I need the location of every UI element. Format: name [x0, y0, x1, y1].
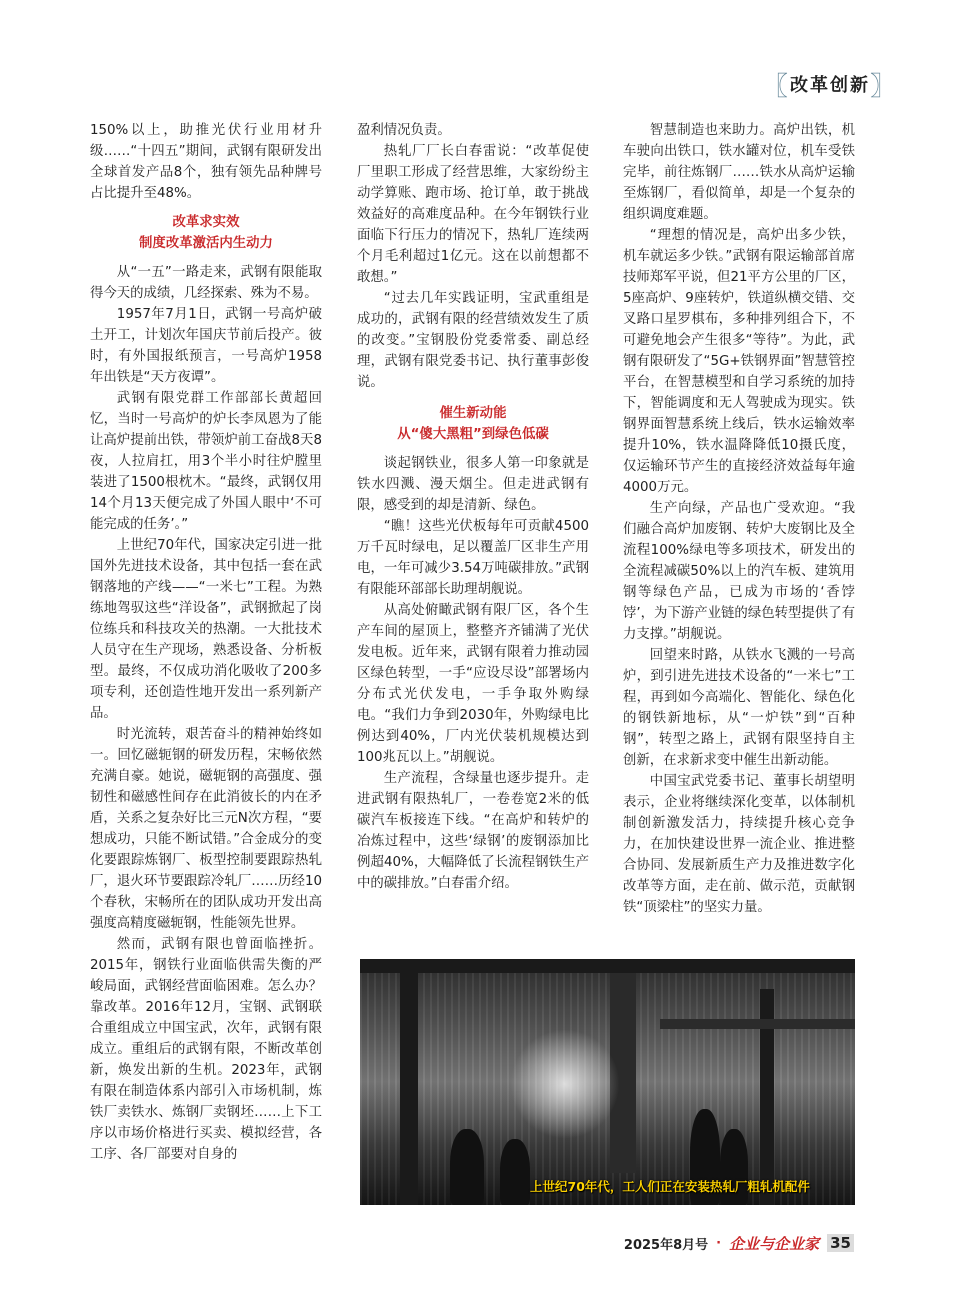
paragraph: 回望来时路，从铁水飞溅的一号高炉，到引进先进技术设备的“一米七”工程，再到如今高端化、智能化、绿色化的钢铁新地标，从“一炉铁”到“百种钢”，转型之路上，武钢有限坚持自主创新，在求新求变中催生出新动能。 [623, 648, 855, 768]
paragraph: 盈利情况负责。 [357, 123, 451, 138]
subheading-line-1: 催生新动能 [439, 406, 507, 421]
paragraph: “过去几年实践证明，宝武重组是成功的，武钢有限的经营绩效发生了质的改变。”宝钢股份党委常委、副总经理，武钢有限党委书记、执行董事彭俊说。 [357, 291, 589, 390]
paragraph: 热轧厂厂长白春雷说：“改革促使厂里职工形成了经营思维，大家纷纷主动学算账、跑市场、抢订单，敢于挑战效益好的高难度品种。在今年钢铁行业面临下行压力的情况下，热轧厂连续两个月毛利超过1亿元。这在以前想都不敢想。” [357, 144, 589, 285]
subheading-line-1: 改革求实效 [172, 215, 240, 230]
subheading-line-2: 制度改革激活内生动力 [139, 236, 273, 251]
section-tag-label: 改革创新 [790, 75, 871, 96]
paragraph: 时光流转，艰苦奋斗的精神始终如一。回忆磁轭钢的研发历程，宋畅依然充满自豪。她说，磁轭钢的高强度、强韧性和磁感性间存在此消彼长的内在矛盾，关系之复杂好比三元N次方程，“要想成功，只能不断试错。”合金成分的变化要跟踪炼钢厂、板型控制要跟踪热轧厂，退火环节要跟踪冷轧厂……历经10个春秋，宋畅所在的团队成功开发出高强度高精度磁轭钢，性能领先世界。 [90, 727, 322, 931]
page-number: 35 [827, 1234, 854, 1252]
paragraph: “理想的情况是，高炉出多少铁，机车就运多少铁。”武钢有限运输部首席技师郑军平说，但21平方公里的厂区，5座高炉、9座转炉，铁道纵横交错、交叉路口星罗棋布，多种排列组合下，不可避免地会产生很多“等待”。为此，武钢有限研发了“5G+铁钢界面”智慧管控平台，在智慧模型和自学习系统的加持下，智能调度和无人驾驶成为现实。铁钢界面智慧系统上线后，铁水运输效率提升10%，铁水温降降低10摄氏度，仅运输环节产生的直接经济效益每年逾4000万元。 [623, 228, 855, 495]
paragraph: 谈起钢铁业，很多人第一印象就是铁水四溅、漫天烟尘。但走进武钢有限，感受到的却是清新、绿色。 [357, 456, 589, 513]
photo-beam [360, 959, 855, 973]
left-bracket-icon: 〖 [762, 71, 791, 102]
paragraph: 生产流程，含绿量也逐步提升。走进武钢有限热轧厂，一卷卷宽2米的低碳汽车板接连下线。“在高炉和转炉的冶炼过程中，这些‘绿钢’的废钢添加比例超40%，大幅降低了长流程钢铁生产中的碳排放。”白春雷介绍。 [357, 771, 589, 891]
photo-beam [660, 1019, 855, 1029]
photo-worker [450, 1129, 484, 1205]
separator-dot: · [716, 1235, 722, 1251]
article-column-2 [357, 120, 589, 894]
paragraph: 从“一五”一路走来，武钢有限能取得今天的成绩，几经探索、殊为不易。 [90, 265, 322, 301]
magazine-name: 企业与企业家 [729, 1234, 820, 1253]
subheading-line-2: 从“傻大黑粗”到绿色低碳 [397, 427, 549, 442]
paragraph: 150%以上，助推光伏行业用材升级……“十四五”期间，武钢有限研发出全球首发产品8个，独有领先品种牌号占比提升至48%。 [90, 123, 322, 201]
historical-factory-photo [360, 959, 855, 1205]
photo-worker [500, 1139, 530, 1205]
photo-caption: 上世纪70年代，工人们正在安装热轧厂粗轧机配件 [530, 1179, 810, 1194]
section-subheading [90, 212, 322, 254]
article-column-3 [623, 120, 855, 918]
page-footer [624, 1232, 854, 1254]
paragraph: 1957年7月1日，武钢一号高炉破土开工，计划次年国庆节前后投产。彼时，有外国报纸预言，一号高炉1958年出铁是“天方夜谭”。 [90, 307, 322, 385]
right-bracket-icon: 〗 [870, 71, 899, 102]
photo-column [400, 973, 418, 1205]
issue-date: 2025年8月号 [623, 1237, 709, 1253]
paragraph: 中国宝武党委书记、董事长胡望明表示，企业将继续深化变革，以体制机制创新激发活力，持续提升核心竞争力，在加快建设世界一流企业、推进整合协同、发展新质生产力及推进数字化改革等方面，走在前、做示范，贡献钢铁“顶梁柱”的坚实力量。 [623, 774, 855, 915]
paragraph: 然而，武钢有限也曾面临挫折。2015年，钢铁行业面临供需失衡的严峻局面，武钢经营面临困难。怎么办？靠改革。2016年12月，宝钢、武钢联合重组成立中国宝武，次年，武钢有限成立。重组后的武钢有限，不断改革创新，焕发出新的生机。2023年，武钢有限在制造体系内部引入市场机制，炼铁厂卖铁水、炼钢厂卖钢坯……上下工序以市场价格进行买卖、模拟经营，各工序、各厂部要对自身的 [90, 937, 322, 1162]
photo-light [510, 1029, 620, 1139]
paragraph: 从高处俯瞰武钢有限厂区，各个生产车间的屋顶上，整整齐齐铺满了光伏发电板。近年来，武钢有限着力推动园区绿色转型，一手“应设尽设”部署场内分布式光伏发电，一手争取外购绿电。“我们力争到2030年，外购绿电比例达到40%，厂内光伏装机规模达到100兆瓦以上。”胡舰说。 [357, 603, 589, 765]
paragraph: “瞧！这些光伏板每年可贡献4500万千瓦时绿电，足以覆盖厂区非生产用电，一年可减少3.54万吨碳排放。”武钢有限能环部部长助理胡舰说。 [357, 519, 589, 597]
article-column-1 [90, 120, 322, 1165]
paragraph: 生产向绿，产品也广受欢迎。“我们融合高炉加废钢、转炉大废钢比及全流程100%绿电等多项技术，研发出的全流程减碳50%以上的汽车板、建筑用钢等绿色产品，已成为市场的‘香饽饽’，为下游产业链的绿色转型提供了有力支撑。”胡舰说。 [623, 501, 855, 642]
paragraph: 智慧制造也来助力。高炉出铁，机车驶向出铁口，铁水罐对位，机车受铁完毕，前往炼钢厂……铁水从高炉运输至炼钢厂，看似简单，却是一个复杂的组织调度难题。 [623, 123, 855, 222]
paragraph: 武钢有限党群工作部部长黄超回忆，当时一号高炉的炉长李凤恩为了能让高炉提前出铁，带领炉前工奋战8天8夜，人拉肩扛，用3个半小时往炉膛里装进了1500根枕木。“最终，武钢仅用14个月13天便完成了外国人眼中‘不可能完成的任务’。” [90, 391, 322, 532]
paragraph: 上世纪70年代，国家决定引进一批国外先进技术设备，其中包括一套在武钢落地的产线——“一米七”工程。为熟练地驾驭这些“洋设备”，武钢掀起了岗位练兵和科技攻关的热潮。一大批技术人员守在生产现场，熟悉设备、分析板型。最终，不仅成功消化吸收了200多项专利，还创造性地开发出一系列新产品。 [90, 538, 322, 721]
section-tag [762, 66, 898, 102]
section-subheading [357, 403, 589, 445]
